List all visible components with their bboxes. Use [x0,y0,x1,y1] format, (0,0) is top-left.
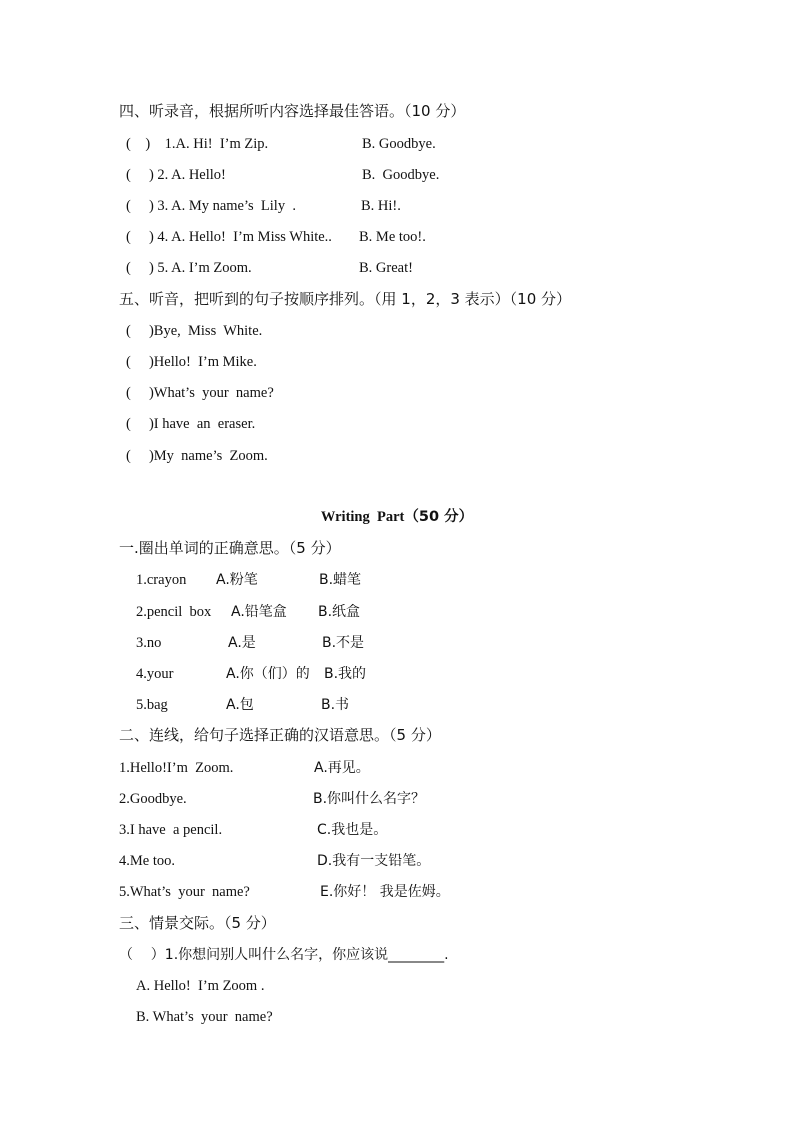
part3-heading: 三、情景交际。（5 分） [119,914,276,932]
p1-item-3-b: B.不是 [322,635,365,651]
p1-item-5-b: B.书 [321,697,350,713]
section5-heading: 五、听音，把听到的句子按顺序排列。（用 1，2，3 表示）（10 分） [119,290,572,308]
p1-item-4-a: A.你（们）的 [226,666,310,682]
s4-item-3-b: B. Hi!. [361,198,401,214]
p3-q1-option-a: A. Hello! I’m Zoom . [136,978,265,994]
p1-item-2-word: 2.pencil box [136,604,212,620]
p1-item-3-word: 3.no [136,635,162,651]
s4-item-5-b: B. Great! [359,260,413,276]
s4-item-2-a: ( ) 2. A. Hello! [126,167,226,183]
s4-item-5-a: ( ) 5. A. I’m Zoom. [126,260,252,276]
p1-item-2-a: A.铅笔盒 [231,604,287,620]
p2-item-2-cn: B.你叫什么名字？ [313,791,426,807]
p1-item-5-a: A.包 [226,697,254,713]
p2-item-2-en: 2.Goodbye. [119,791,187,807]
p1-item-1-word: 1.crayon [136,572,187,588]
s4-item-1-b: B. Goodbye. [362,136,436,152]
p1-item-3-a: A.是 [228,635,256,651]
p1-item-1-b: B.蜡笔 [319,572,362,588]
p2-item-5-en: 5.What’s your name? [119,884,250,900]
p2-item-4-en: 4.Me too. [119,853,175,869]
part1-heading: 一.圈出单词的正确意思。（5 分） [119,539,341,557]
p2-item-4-cn: D.我有一支铅笔。 [317,853,431,869]
p1-item-2-b: B.纸盒 [318,604,361,620]
p3-question-1: （ ）1.你想问别人叫什么名字，你应该说________. [119,947,449,963]
writing-part-title-en: Writing Part [320,509,405,525]
s5-item-1: ( )Bye, Miss White. [126,323,263,339]
s5-item-5: ( )My name’s Zoom. [126,448,268,464]
p3-q1-option-b: B. What’s your name? [136,1009,273,1025]
s5-item-2: ( )Hello! I’m Mike. [126,354,257,370]
s4-item-1-a: ( ) 1.A. Hi! I’m Zip. [126,136,269,152]
s4-item-4-a: ( ) 4. A. Hello! I’m Miss White.. [126,229,332,245]
p2-item-1-en: 1.Hello!I’m Zoom. [119,760,234,776]
p2-item-5-cn: E.你好！ 我是佐姆。 [320,884,450,900]
part2-heading: 二、连线，给句子选择正确的汉语意思。（5 分） [119,726,441,744]
s4-item-2-b: B. Goodbye. [362,167,440,183]
writing-part-score: （50 分） [404,509,474,525]
p1-item-4-word: 4.your [136,666,174,682]
writing-part-title [0,508,794,526]
s4-item-4-b: B. Me too!. [359,229,426,245]
p1-item-4-b: B.我的 [324,666,367,682]
section4-heading: 四、听录音，根据所听内容选择最佳答语。（10 分） [119,102,466,120]
p2-item-1-cn: A.再见。 [314,760,370,776]
s4-item-3-a: ( ) 3. A. My name’s Lily . [126,198,296,214]
p1-item-5-word: 5.bag [136,697,168,713]
p2-item-3-en: 3.I have a pencil. [119,822,223,838]
p2-item-3-cn: C.我也是。 [317,822,388,838]
s5-item-4: ( )I have an eraser. [126,416,256,432]
p1-item-1-a: A.粉笔 [216,572,258,588]
s5-item-3: ( )What’s your name? [126,385,274,401]
